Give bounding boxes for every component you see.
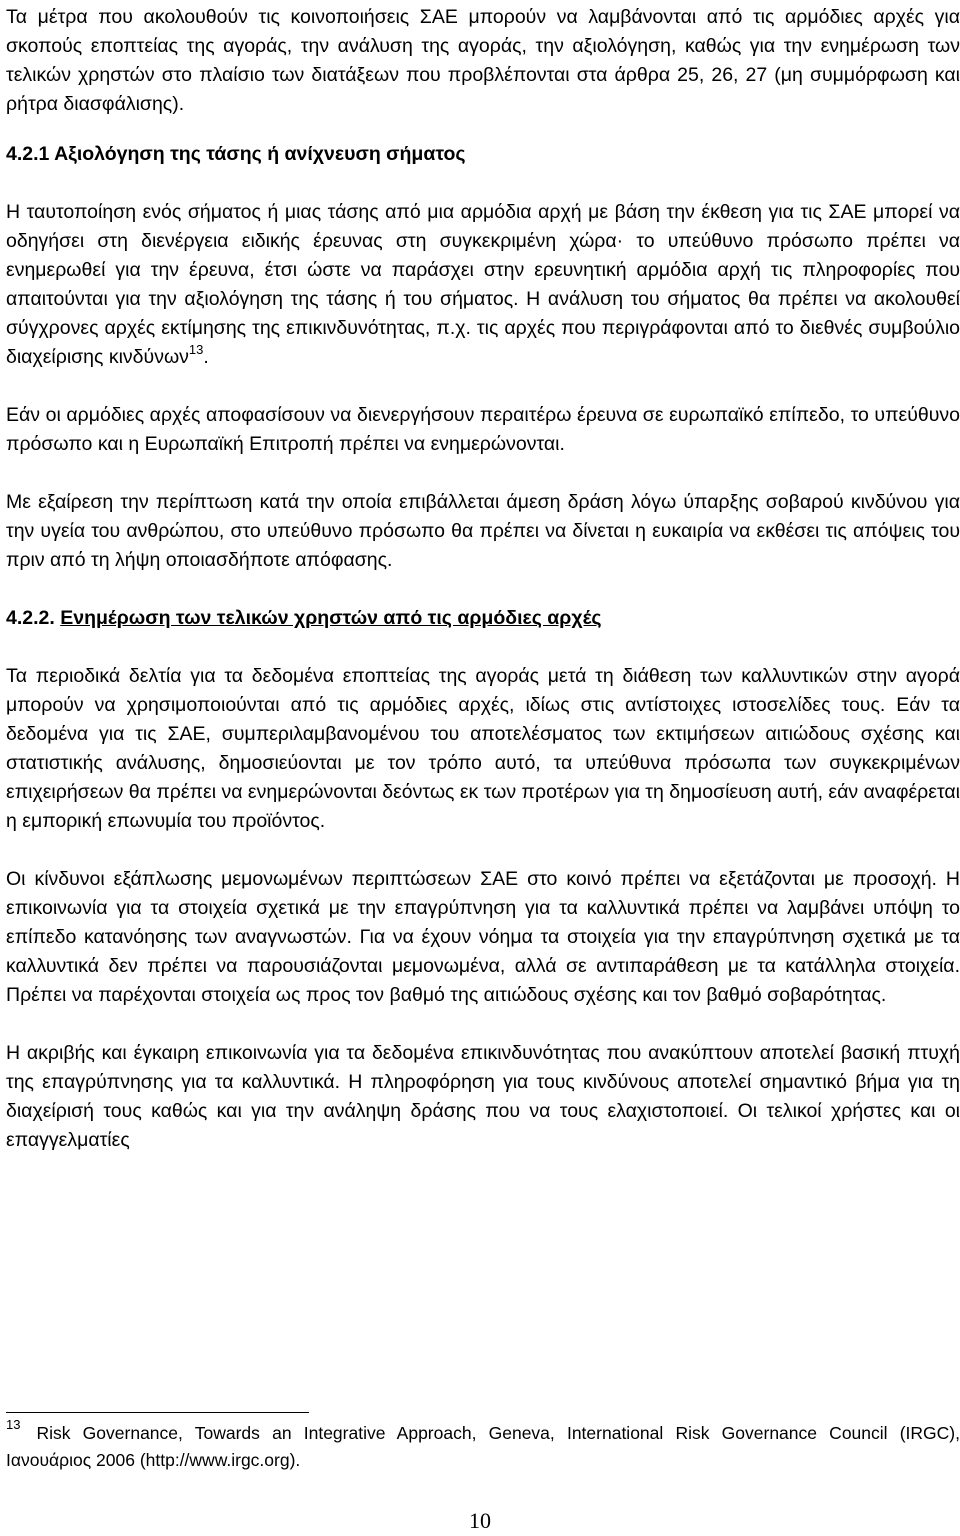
- section-4-2-1-paragraph-3: Με εξαίρεση την περίπτωση κατά την οποία επιβάλλεται άμεση δράση λόγω ύπαρξης σοβαρού κινδύνου για την υγεία του ανθρώπου, στο υπεύθυνο πρόσωπο θα πρέπει να δίνεται η ευκαιρία να εκθέσει τις απόψεις του πριν από τη λήψη οποιασδήποτε απόφασης.: [6, 491, 960, 571]
- footnote: [6, 1417, 960, 1474]
- section-title: Ενημέρωση των τελικών χρηστών από τις αρμόδιες αρχές: [60, 607, 602, 629]
- footnote-separator: [6, 1412, 309, 1413]
- document-page: [6, 0, 960, 1155]
- paragraph-text: Η ταυτοποίηση ενός σήματος ή μιας τάσης από μια αρμόδια αρχή με βάση την έκθεση για τις ΣΑΕ μπορεί να οδηγήσει στη διενέργεια ειδικής έρευνας στη συγκεκριμένη χώρα· το υπεύθυνο πρόσωπο πρέπει να ενημερωθεί για την έρευνα, έτσι ώστε να παράσχει στην ερευνητική αρμόδια αρχή τις πληροφορίες που απαιτούνται για την αξιολόγηση της τάσης ή του σήματος. Η ανάλυση του σήματος θα πρέπει να ακολουθεί σύγχρονες αρχές εκτίμησης της επικινδυνότητας, π.χ. τις αρχές που περιγράφονται από το διεθνές συμβούλιο διαχείρισης κινδύνων: [6, 201, 960, 368]
- section-heading-4-2-1: 4.2.1 Αξιολόγηση της τάσης ή ανίχνευση σήματος: [6, 143, 466, 165]
- paragraph-end: .: [203, 346, 209, 368]
- section-4-2-2-paragraph-1: Τα περιοδικά δελτία για τα δεδομένα εποπτείας της αγοράς μετά τη διάθεση των καλλυντικών στην αγορά μπορούν να χρησιμοποιούνται από τις αρμόδιες αρχές, ιδίως στις αντίστοιχες ιστοσελίδες τους. Εάν τα δεδομένα για τις ΣΑΕ, συμπεριλαμβανομένου του αποτελέσματος των εκτιμήσεων αιτιώδους σχέσης και στατιστικής ανάλυσης, δημοσιεύονται με τον τρόπο αυτό, τα υπεύθυνα πρόσωπα των συγκεκριμένων επιχειρήσεων θα πρέπει να ενημερώνονται δεόντως εκ των προτέρων για τη δημοσίευση αυτή, εάν αναφέρεται η εμπορική επωνυμία του προϊόντος.: [6, 665, 960, 832]
- section-number: 4.2.2.: [6, 607, 55, 629]
- section-heading-4-2-2: [6, 604, 960, 633]
- section-4-2-2-paragraph-2: Οι κίνδυνοι εξάπλωσης μεμονωμένων περιπτώσεων ΣΑΕ στο κοινό πρέπει να εξετάζονται με προσοχή. Η επικοινωνία για τα στοιχεία σχετικά με την επαγρύπνηση για τα καλλυντικά πρέπει να λαμβάνει υπόψη το επίπεδο κατανόησης των αναγνωστών. Για να έχουν νόημα τα στοιχεία για την επαγρύπνηση σχετικά με τα καλλυντικά δεν πρέπει να παρουσιάζονται μεμονωμένα, αλλά σε αντιπαράθεση με τα κατάλληλα στοιχεία. Πρέπει να παρέχονται στοιχεία ως προς τον βαθμό της αιτιώδους σχέσης και τον βαθμό σοβαρότητας.: [6, 868, 960, 1006]
- footnote-reference[interactable]: 13: [188, 342, 204, 357]
- page-number: 10: [469, 1508, 491, 1533]
- intro-paragraph: Τα μέτρα που ακολουθούν τις κοινοποιήσεις ΣΑΕ μπορούν να λαμβάνονται από τις αρμόδιες αρχές για σκοπούς εποπτείας της αγοράς, την ανάλυση της αγοράς, την αξιολόγηση, καθώς για την ενημέρωση των τελικών χρηστών στο πλαίσιο των διατάξεων που προβλέπονται στα άρθρα 25, 26, 27 (μη συμμόρφωση και ρήτρα διασφάλισης).: [6, 6, 960, 115]
- section-4-2-1-paragraph-1: [6, 198, 960, 372]
- section-4-2-2-paragraph-3: Η ακριβής και έγκαιρη επικοινωνία για τα δεδομένα επικινδυνότητας που ανακύπτουν αποτελεί βασική πτυχή της επαγρύπνησης για τα καλλυντικά. Η πληροφόρηση για τους κινδύνους αποτελεί σημαντικό βήμα για τη διαχείρισή τους καθώς και για την ανάληψη δράσης που να τους ελαχιστοποιεί. Οι τελικοί χρήστες και οι επαγγελματίες: [6, 1042, 960, 1151]
- footnote-text: Risk Governance, Towards an Integrative Approach, Geneva, International Risk Governance Council (IRGC), Ιανουάριος 2006 (http://www.irgc.org).: [6, 1423, 960, 1470]
- section-4-2-1-paragraph-2: Εάν οι αρμόδιες αρχές αποφασίσουν να διενεργήσουν περαιτέρω έρευνα σε ευρωπαϊκό επίπεδο, το υπεύθυνο πρόσωπο και η Ευρωπαϊκή Επιτροπή πρέπει να ενημερώνονται.: [6, 404, 960, 455]
- footnote-number: 13: [6, 1417, 21, 1432]
